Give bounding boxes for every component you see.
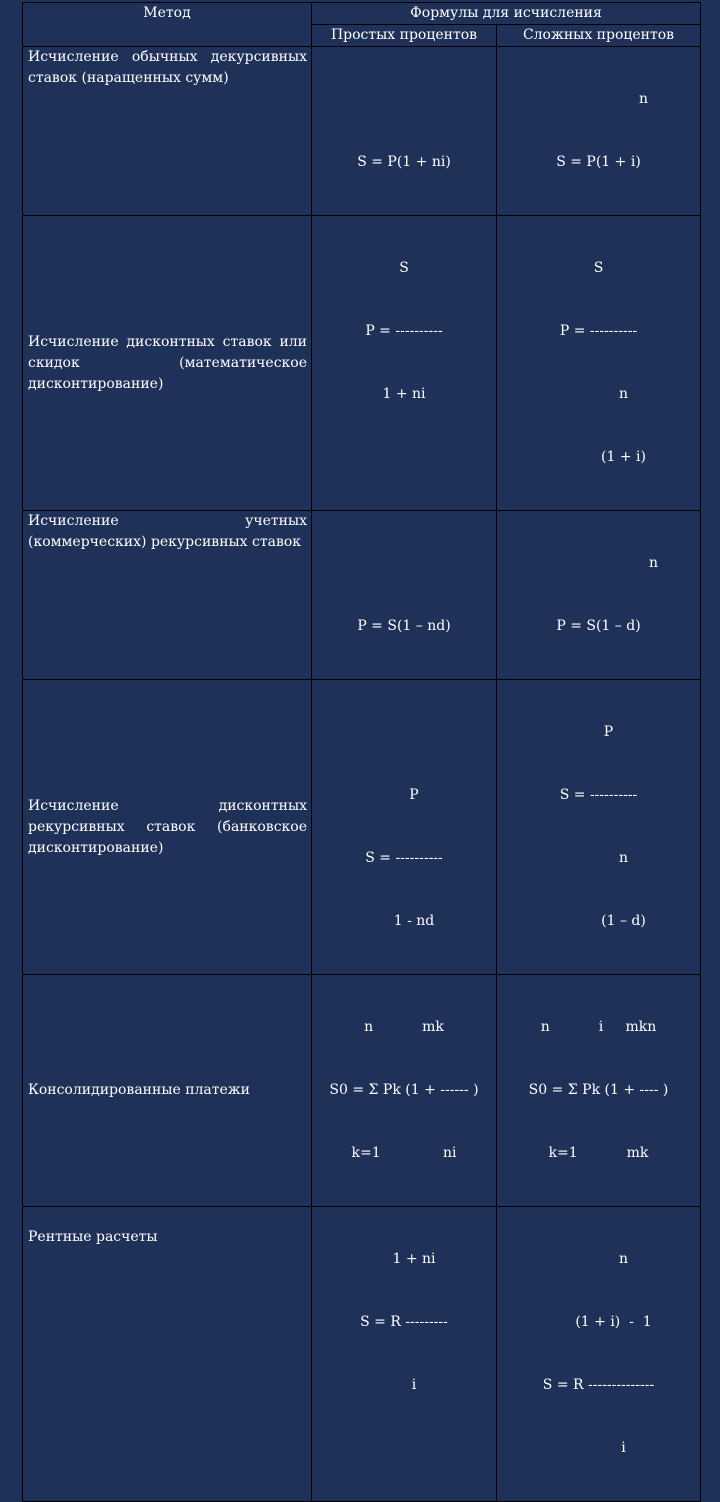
formula-line: n bbox=[618, 850, 629, 866]
formula-line: S = P(1 + i) bbox=[556, 154, 641, 170]
formula-line: P bbox=[409, 787, 419, 803]
formula-line: n bbox=[618, 386, 629, 402]
formula-line: S bbox=[399, 260, 409, 276]
formula-line: 1 + ni bbox=[392, 1251, 436, 1267]
simple-formula bbox=[312, 511, 497, 680]
compound-formula bbox=[497, 1207, 701, 1502]
method-cell: Исчисление учетных (коммерческих) рекурсивных ставок bbox=[23, 511, 312, 680]
formula-line: P bbox=[603, 724, 614, 740]
simple-formula bbox=[312, 680, 497, 975]
formula-line: i bbox=[621, 1440, 626, 1456]
formula-line bbox=[315, 89, 493, 110]
table-row bbox=[23, 680, 701, 975]
table-row bbox=[23, 216, 701, 511]
compound-formula bbox=[497, 47, 701, 216]
formula-line: S = R --------- bbox=[360, 1314, 448, 1330]
method-cell: Консолидированные платежи bbox=[23, 975, 312, 1207]
compound-formula bbox=[497, 216, 701, 511]
formula-line: (1 + i) - 1 bbox=[575, 1314, 652, 1330]
method-cell: Исчисление обычных декурсивных ставок (наращенных сумм) bbox=[23, 47, 312, 216]
compound-formula bbox=[497, 975, 701, 1207]
formula-line: n bbox=[638, 91, 649, 107]
formula-line: k=1 ni bbox=[351, 1145, 457, 1161]
header-simple: Простых процентов bbox=[312, 25, 497, 47]
formula-line: S0 = Σ Pk (1 + ------ ) bbox=[329, 1082, 479, 1098]
formulas-table bbox=[22, 2, 701, 1502]
simple-formula bbox=[312, 216, 497, 511]
formula-line: n bbox=[648, 555, 659, 571]
formula-line: P = ---------- bbox=[365, 323, 443, 339]
header-formulas: Формулы для исчисления bbox=[312, 3, 701, 25]
formula-line: n bbox=[618, 1251, 629, 1267]
formula-line: S = ---------- bbox=[559, 787, 638, 803]
simple-formula bbox=[312, 1207, 497, 1502]
formula-line: S0 = Σ Pk (1 + ---- ) bbox=[528, 1082, 669, 1098]
header-method: Метод bbox=[23, 3, 312, 47]
table-row bbox=[23, 511, 701, 680]
method-cell: Исчисление дисконтных рекурсивных ставок (банковское дисконтирование) bbox=[23, 680, 312, 975]
method-cell: Исчисление дисконтных ставок или скидок (математическое дисконтирование) bbox=[23, 216, 312, 511]
method-cell: Рентные расчеты bbox=[23, 1207, 312, 1502]
simple-formula bbox=[312, 47, 497, 216]
compound-formula bbox=[497, 680, 701, 975]
formula-line: S bbox=[593, 260, 604, 276]
formula-line: (1 – d) bbox=[601, 913, 646, 929]
compound-formula bbox=[497, 511, 701, 680]
formula-line bbox=[315, 553, 493, 574]
table-row bbox=[23, 1207, 701, 1502]
formula-line: 1 + ni bbox=[382, 386, 426, 402]
simple-formula bbox=[312, 975, 497, 1207]
formula-line: S = R -------------- bbox=[542, 1377, 655, 1393]
table-header-row bbox=[23, 3, 701, 25]
formula-line: P = S(1 – nd) bbox=[357, 618, 451, 634]
formula-line: i bbox=[411, 1377, 417, 1393]
formula-line: n mk bbox=[364, 1019, 444, 1035]
formula-line: P = ---------- bbox=[559, 323, 638, 339]
formula-line: P = S(1 – d) bbox=[556, 618, 641, 634]
formula-line: S = P(1 + ni) bbox=[357, 154, 451, 170]
formula-line: 1 - nd bbox=[393, 913, 435, 929]
formula-line: (1 + i) bbox=[601, 449, 646, 465]
formula-line: k=1 mk bbox=[548, 1145, 649, 1161]
table-row bbox=[23, 975, 701, 1207]
table-row bbox=[23, 47, 701, 216]
formula-line: S = ---------- bbox=[365, 850, 443, 866]
header-compound: Сложных процентов bbox=[497, 25, 701, 47]
formula-line: n i mkn bbox=[540, 1019, 657, 1035]
